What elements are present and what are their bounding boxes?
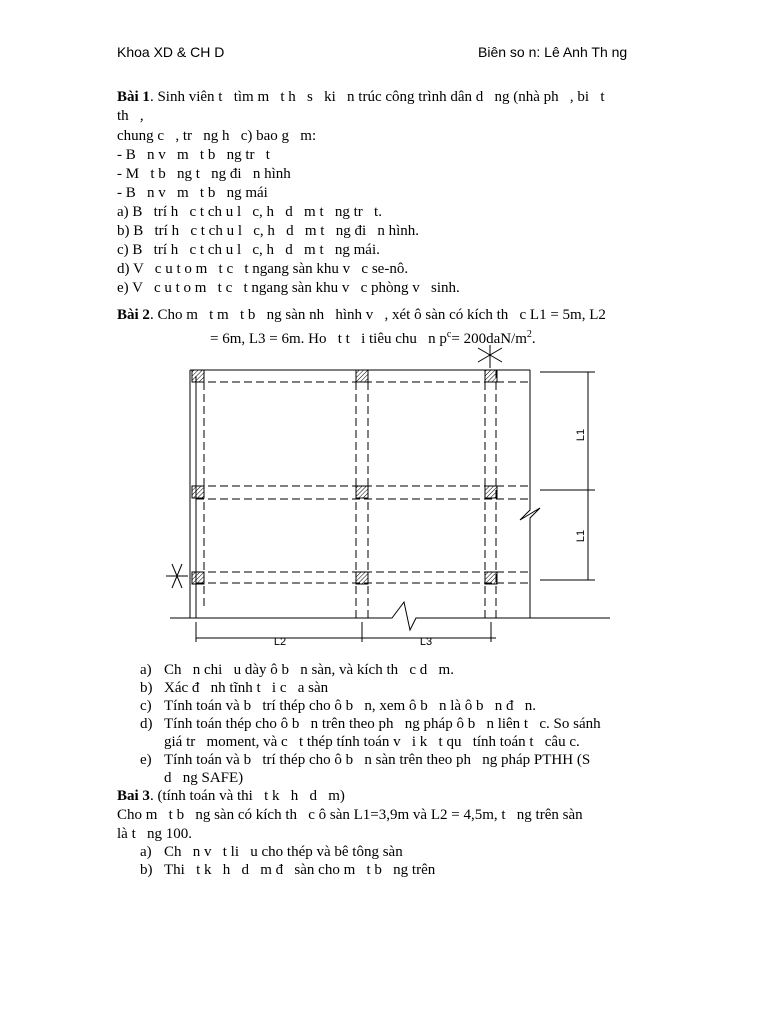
label-l3: L3 (419, 636, 433, 648)
bai1-line-2: th , (117, 108, 144, 124)
bai2-line-2: = 6m, L3 = 6m. Ho t t i tiêu chu n $p^c= 200daN/m^2$. (210, 329, 536, 347)
column-c2 (485, 486, 497, 498)
header-right: Biên so n: Lê Anh Th ng (478, 44, 628, 60)
bai3-line-3: là t ng 100. (117, 826, 192, 842)
header-left: Khoa XD & CH D (117, 44, 225, 60)
bai1-title: Bài 1 (117, 89, 150, 105)
floor-plan-drawing (160, 340, 620, 660)
column-a2 (192, 486, 204, 498)
column-c1 (485, 370, 497, 382)
bai2-line-1: Bài 2. Cho m t m t b ng sàn nh hình v , xét ô sàn có kích th c L1 = 5m, L2 (117, 307, 606, 323)
bai1-line-11: e) V c u t o m t c t ngang sàn khu v c phòng v sinh. (117, 280, 460, 296)
column-b2 (356, 486, 368, 498)
right-break-line (520, 370, 540, 618)
bai3-title: Bai 3 (117, 788, 150, 804)
label-l2: L2 (273, 636, 287, 648)
bai3-line-2: Cho m t b ng sàn có kích th c ô sàn L1=3,9m và L2 = 4,5m, t ng trên sàn (117, 807, 583, 823)
bai1-line-1: Bài 1. Sinh viên t tìm m t h s ki n trúc công trình dân d ng (nhà ph , bi t (117, 89, 605, 105)
column-b3 (356, 572, 368, 584)
column-a1 (192, 370, 204, 382)
column-a3 (192, 572, 204, 584)
bai1-line-8: b) B trí h c t ch u l c, h d m t ng đi n hình. (117, 223, 420, 239)
bai1-line-4: - B n v m t b ng tr t (117, 147, 270, 163)
label-l1-top: L1 (575, 428, 587, 442)
bai1-line-9: c) B trí h c t ch u l c, h d m t ng mái. (117, 242, 380, 258)
label-l1-bottom: L1 (575, 529, 587, 543)
bai2-title: Bài 2 (117, 307, 150, 323)
bottom-break-line (170, 602, 610, 630)
bai1-line-6: - B n v m t b ng mái (117, 185, 268, 201)
bai1-line-7: a) B trí h c t ch u l c, h d m t ng tr t. (117, 204, 382, 220)
bai3-line-1: Bai 3. (tính toán và thi t k h d m) (117, 788, 345, 804)
bai1-line-3: chung c , tr ng h c) bao g m: (117, 128, 317, 144)
bai1-line-10: d) V c u t o m t c t ngang sàn khu v c se-nô. (117, 261, 409, 277)
bai1-line-5: - M t b ng t ng đi n hình (117, 166, 291, 182)
column-b1 (356, 370, 368, 382)
column-c3 (485, 572, 497, 584)
